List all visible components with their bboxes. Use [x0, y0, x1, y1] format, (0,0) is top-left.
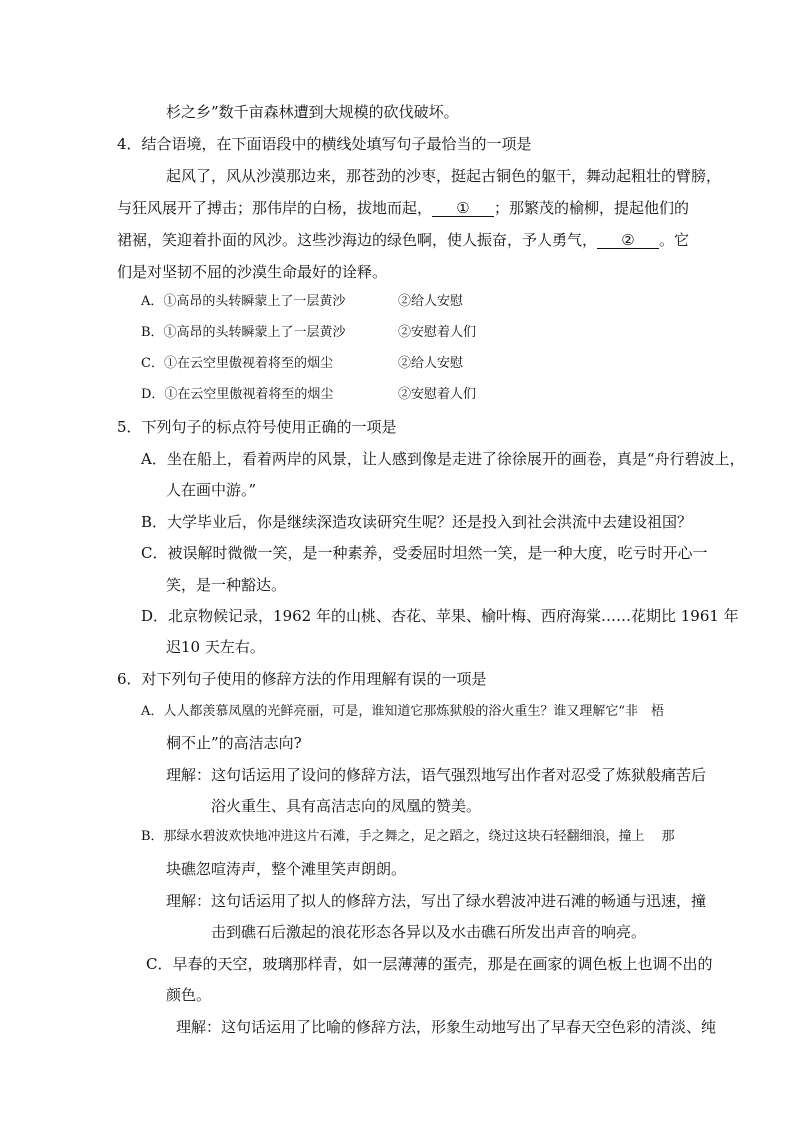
q6-option-a-explanation-1: 理解：这句话运用了设问的修辞方法，语气强烈地写出作者对忍受了炼狱般痛苦后 [166, 766, 707, 784]
q6-option-b-line-1: B．那绿水碧波欢快地冲进这片石滩，手之舞之，足之蹈之，绕过这块石轻翻细浪，撞上 那 [141, 829, 675, 844]
q4-option-d: D．①在云空里傲视着将至的烟尘 [141, 387, 334, 402]
q4-option-b: B．①高昂的头转瞬蒙上了一层黄沙 [141, 325, 346, 340]
q5-option-a-line-1: A．坐在船上，看着两岸的风景，让人感到像是走进了徐徐展开的画卷，真是“舟行碧波上， [141, 450, 745, 468]
q4-option-b-part2: ②安慰着人们 [398, 325, 477, 340]
q5-option-d-line-2: 迟10 天左右。 [166, 638, 265, 656]
q5-option-c-line-2: 笑，是一种豁达。 [166, 576, 287, 594]
q6-option-a-explanation-2: 浴火重生、具有高洁志向的凤凰的赞美。 [211, 797, 482, 815]
q6-option-b-line-2: 块礁忽喧涛声，整个滩里笑声朗朗。 [166, 860, 407, 878]
q4-option-c-part2: ②给人安慰 [398, 356, 464, 371]
q4-option-a: A．①高昂的头转瞬蒙上了一层黄沙 [141, 294, 346, 309]
q4-option-c: C．①在云空里傲视着将至的烟尘 [141, 356, 333, 371]
q4-blank-1: ① [432, 200, 494, 217]
q4-stem: 4．结合语境，在下面语段中的横线处填写句子最恰当的一项是 [117, 135, 532, 153]
q4-option-d-part2: ②安慰着人们 [398, 387, 477, 402]
q5-option-c-line-1: C．被误解时微微一笑，是一种素养，受委屈时坦然一笑，是一种大度，吃亏时开心一 [141, 544, 708, 562]
q5-option-d-line-1: D．北京物候记录，1962 年的山桃、杏花、苹果、榆叶梅、西府海棠……花期比 1961 年 [141, 607, 739, 625]
q4-passage-line-3: 裙裾，笑迎着扑面的风沙。这些沙海边的绿色啊，使人振奋，予人勇气， ② 。它 [117, 231, 690, 249]
q6-option-c-explanation-1: 理解：这句话运用了比喻的修辞方法，形象生动地写出了早春天空色彩的清淡、纯 [176, 1018, 717, 1036]
q6-option-c-line-2: 颜色。 [166, 986, 212, 1004]
q4-option-a-part2: ②给人安慰 [398, 294, 464, 309]
q4-passage-line-4: 们是对坚韧不屈的沙漠生命最好的诠释。 [117, 263, 388, 281]
q4-passage-line-2: 与狂风展开了搏击；那伟岸的白杨，拔地而起， ① ；那繁茂的榆柳，提起他们的 [117, 199, 690, 217]
q5-option-a-line-2: 人在画中游。” [166, 481, 257, 499]
q6-option-a-line-2: 桐不止”的高洁志向? [166, 734, 302, 752]
q5-stem: 5．下列句子的标点符号使用正确的一项是 [117, 418, 397, 436]
q3-continuation: 杉之乡”数千亩森林遭到大规模的砍伐破坏。 [166, 103, 459, 121]
q5-option-b: B．大学毕业后，你是继续深造攻读研究生呢？还是投入到社会洪流中去建设祖国？ [141, 513, 693, 531]
q6-option-b-explanation-1: 理解：这句话运用了拟人的修辞方法，写出了绿水碧波冲进石滩的畅通与迅速，撞 [166, 892, 707, 910]
q6-stem: 6．对下列句子使用的修辞方法的作用理解有误的一项是 [117, 670, 487, 688]
q6-option-a-line-1: A．人人都羡慕凤凰的光鲜亮丽，可是，谁知道它那炼狱般的浴火重生？谁又理解它“非 梧 [141, 704, 665, 719]
q6-option-c-line-1: C．早春的天空，玻璃那样青，如一层薄薄的蛋壳，那是在画家的调色板上也调不出的 [146, 955, 713, 973]
q4-passage-line-1: 起风了，风从沙漠那边来，那苍劲的沙枣，挺起古铜色的躯干，舞动起粗壮的臂膀， [166, 167, 722, 185]
q4-blank-2: ② [597, 232, 659, 249]
q6-option-b-explanation-2: 击到礁石后激起的浪花形态各异以及水击礁石所发出声音的响亮。 [211, 923, 647, 941]
